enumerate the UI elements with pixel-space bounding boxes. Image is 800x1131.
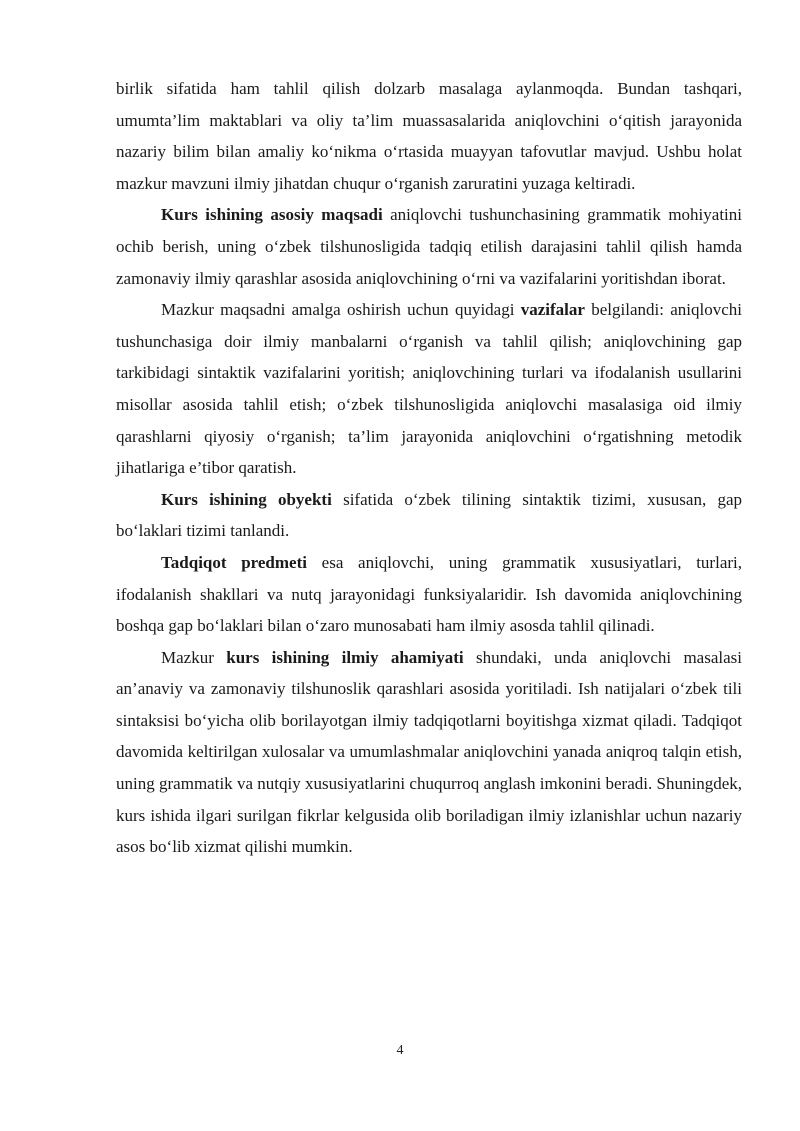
paragraph-text: birlik sifatida ham tahlil qilish dolzarb masalaga aylanmoqda. Bundan tashqari, umumta’lim maktablari va oliy ta’lim muassasalarida aniqlovchini o‘qitish jarayonida nazariy bilim bilan amaliy ko‘nikma o‘rtasida muayyan tafovutlar mavjud. Ushbu holat mazkur mavzuni ilmiy jihatdan chuqur o‘rganish zaruratini yuzaga keltiradi.: [116, 79, 742, 193]
paragraph-heading-bold: Tadqiqot predmeti: [161, 552, 307, 572]
paragraph-tasks: [116, 294, 742, 484]
paragraph-text: shundaki, unda aniqlovchi masalasi an’anaviy va zamonaviy tilshunoslik qarashlari asosida yoritiladi. Ish natijalari o‘zbek tili sintaksisi bo‘yicha olib borilayotgan ilmiy tadqiqotlarni boyitishga xizmat qiladi. Tadqiqot davomida keltirilgan xulosalar va umumlashmalar aniqlovchini yanada aniqroq talqin etish, uning grammatik va nutqiy xususiyatlarini chuqurroq anglash imkonini beradi. Shuningdek, kurs ishida ilgari surilgan fikrlar kelgusida olib boriladigan ilmiy izlanishlar uchun nazariy asos bo‘lib xizmat qilishi mumkin.: [116, 647, 743, 857]
paragraph-heading-bold: Kurs ishining asosiy maqsadi: [161, 205, 383, 225]
document-body: [116, 73, 742, 863]
paragraph-heading-bold: kurs ishining ilmiy ahamiyati: [226, 647, 464, 667]
paragraph-text: sifatida o‘zbek tilining sintaktik tizimi, xususan, gap bo‘laklari tizimi tanlandi.: [116, 489, 742, 541]
paragraph-heading-bold: vazifalar: [520, 300, 585, 320]
paragraph-goal: [116, 199, 742, 294]
paragraph-significance: [116, 642, 742, 863]
paragraph-text: Mazkur: [161, 647, 227, 667]
paragraph-text: belgilandi: aniqlovchi tushunchasiga doir ilmiy manbalarni o‘rganish va tahlil qilish; aniqlovchining gap tarkibidagi sintaktik vazifalarini yoritish; aniqlovchining turlari va ifodalanish usullarini misollar asosida tahlil etish; o‘zbek tilshunosligida aniqlovchi masalasiga oid ilmiy qarashlarni qiyosiy o‘rganish; ta’lim jarayonida aniqlovchini o‘rgatishning metodik jihatlariga e’tibor qaratish.: [116, 300, 743, 478]
paragraph-text: esa aniqlovchi, uning grammatik xususiyatlari, turlari, ifodalanish shakllari va nutq jarayonidagi funksiyalaridir. Ish davomida aniqlovchining boshqa gap bo‘laklari bilan o‘zaro munosabati ham ilmiy asosda tahlil qilinadi.: [116, 552, 742, 636]
page-number: 4: [396, 1043, 404, 1058]
paragraph-text: Mazkur maqsadni amalga oshirish uchun quyidagi: [161, 300, 521, 320]
paragraph-heading-bold: Kurs ishining obyekti: [161, 489, 332, 509]
paragraph-text: aniqlovchi tushunchasining grammatik mohiyatini ochib berish, uning o‘zbek tilshunosligida tadqiq etilish darajasini tahlil qilish hamda zamonaviy ilmiy qarashlar asosida aniqlovchining o‘rni va vazifalarini yoritishdan iborat.: [116, 205, 742, 288]
paragraph-subject: [116, 547, 742, 642]
paragraph-object: [116, 484, 742, 547]
paragraph-intro-continuation: [116, 73, 742, 199]
